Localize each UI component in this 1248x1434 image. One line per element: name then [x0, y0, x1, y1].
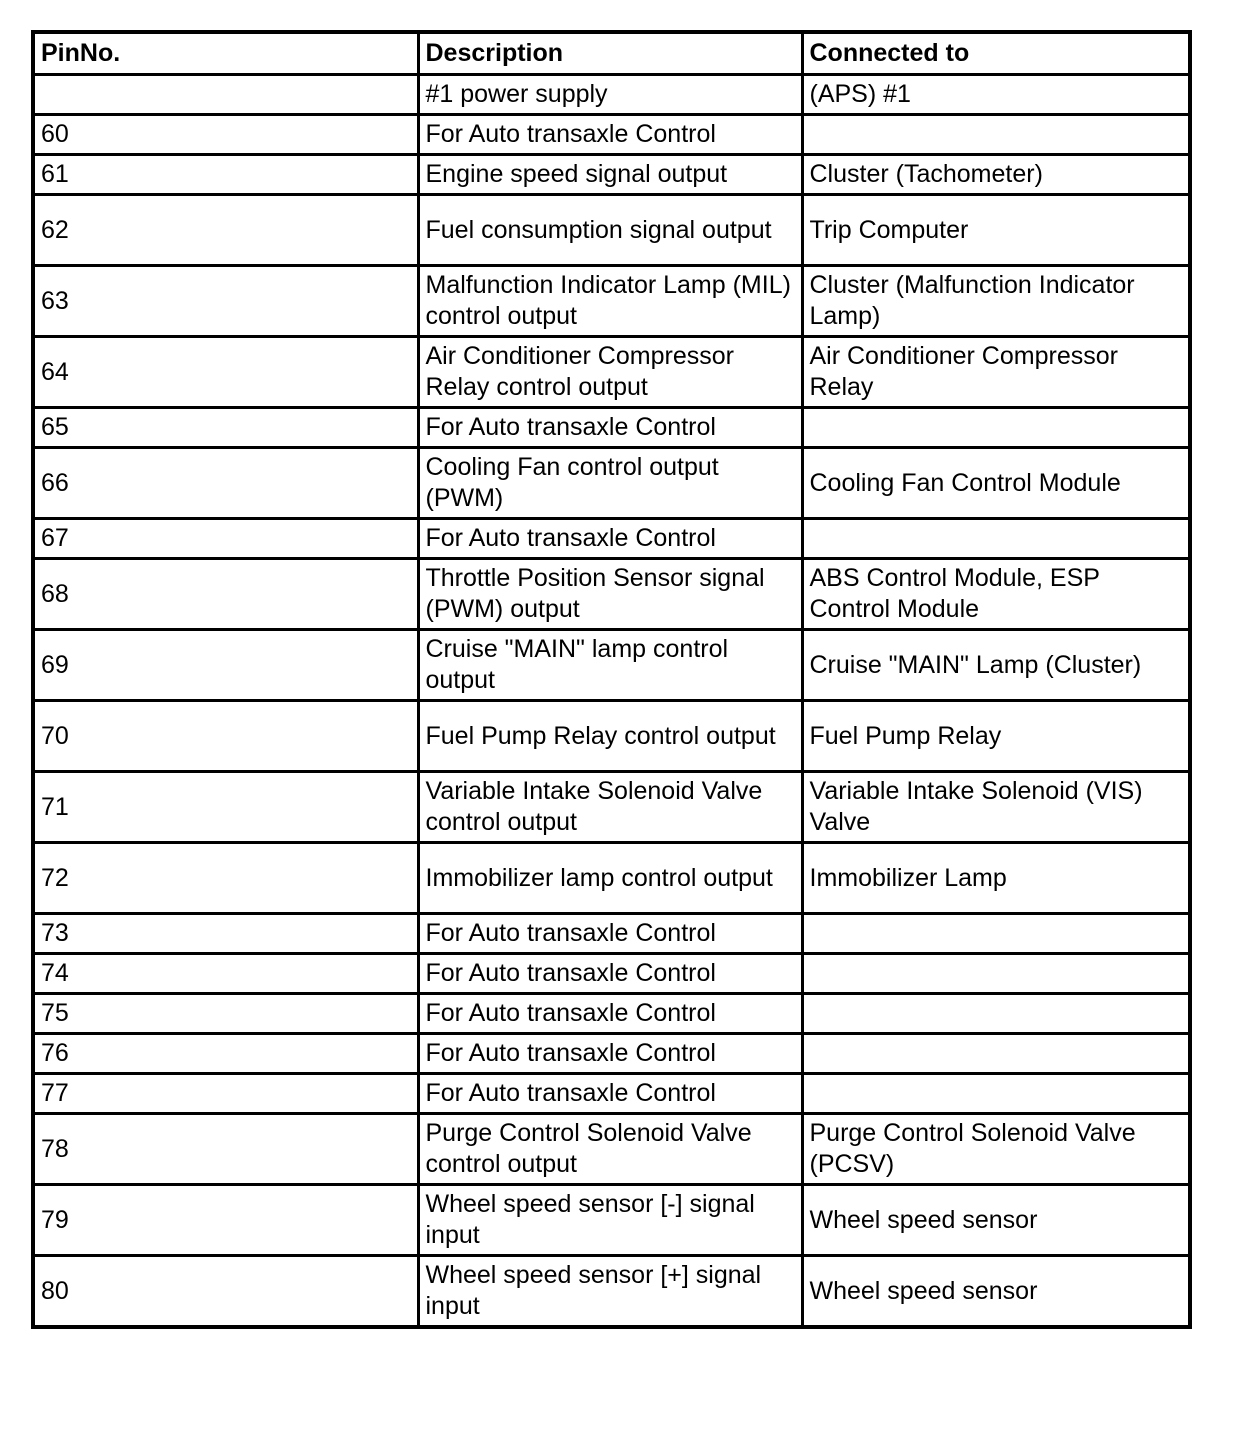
connected-to-cell — [802, 519, 1190, 559]
description-cell: Wheel speed sensor [-] signal input — [418, 1185, 802, 1256]
connected-to-cell — [802, 954, 1190, 994]
description-cell: Cooling Fan control output (PWM) — [418, 448, 802, 519]
connected-to-cell: ABS Control Module, ESP Control Module — [802, 559, 1190, 630]
pin-cell: 64 — [33, 337, 418, 408]
pin-cell: 63 — [33, 266, 418, 337]
table-row — [33, 1185, 1190, 1256]
table-row — [33, 266, 1190, 337]
connected-to-cell: Cruise "MAIN" Lamp (Cluster) — [802, 630, 1190, 701]
description-cell: Fuel Pump Relay control output — [418, 701, 802, 772]
table-row — [33, 337, 1190, 408]
connected-to-cell — [802, 408, 1190, 448]
description-cell: For Auto transaxle Control — [418, 1034, 802, 1074]
pin-table — [31, 30, 1192, 1329]
connected-to-cell — [802, 1034, 1190, 1074]
pin-cell: 65 — [33, 408, 418, 448]
table-row — [33, 843, 1190, 914]
pin-cell: 62 — [33, 195, 418, 266]
pin-cell: 76 — [33, 1034, 418, 1074]
description-cell: For Auto transaxle Control — [418, 115, 802, 155]
table-row — [33, 559, 1190, 630]
description-cell: Immobilizer lamp control output — [418, 843, 802, 914]
connected-to-cell: Cluster (Tachometer) — [802, 155, 1190, 195]
description-cell: For Auto transaxle Control — [418, 954, 802, 994]
pin-cell: 72 — [33, 843, 418, 914]
pin-cell: 80 — [33, 1256, 418, 1328]
pin-cell: 70 — [33, 701, 418, 772]
description-cell: Throttle Position Sensor signal (PWM) output — [418, 559, 802, 630]
table-row — [33, 408, 1190, 448]
table-row — [33, 701, 1190, 772]
table-row — [33, 155, 1190, 195]
connected-to-cell: Fuel Pump Relay — [802, 701, 1190, 772]
pin-cell: 78 — [33, 1114, 418, 1185]
description-cell: For Auto transaxle Control — [418, 408, 802, 448]
header-row — [33, 32, 1190, 75]
connected-to-cell: Purge Control Solenoid Valve (PCSV) — [802, 1114, 1190, 1185]
connected-to-cell: Immobilizer Lamp — [802, 843, 1190, 914]
table-row — [33, 994, 1190, 1034]
connected-to-cell: Variable Intake Solenoid (VIS) Valve — [802, 772, 1190, 843]
description-cell: Air Conditioner Compressor Relay control output — [418, 337, 802, 408]
description-cell: Fuel consumption signal output — [418, 195, 802, 266]
description-cell: Malfunction Indicator Lamp (MIL) control output — [418, 266, 802, 337]
table-row — [33, 1034, 1190, 1074]
table-row — [33, 519, 1190, 559]
connected-to-cell — [802, 914, 1190, 954]
description-cell: For Auto transaxle Control — [418, 519, 802, 559]
description-cell: Variable Intake Solenoid Valve control output — [418, 772, 802, 843]
description-cell: For Auto transaxle Control — [418, 994, 802, 1034]
pin-cell: 61 — [33, 155, 418, 195]
pin-cell: 69 — [33, 630, 418, 701]
connected-to-cell — [802, 994, 1190, 1034]
connected-to-cell: (APS) #1 — [802, 75, 1190, 115]
pin-cell: 66 — [33, 448, 418, 519]
table-row — [33, 914, 1190, 954]
table-row — [33, 1114, 1190, 1185]
connected-to-cell: Air Conditioner Compressor Relay — [802, 337, 1190, 408]
description-cell: For Auto transaxle Control — [418, 1074, 802, 1114]
pin-cell: 73 — [33, 914, 418, 954]
table-row — [33, 954, 1190, 994]
connected-to-cell: Wheel speed sensor — [802, 1256, 1190, 1328]
pin-cell: 67 — [33, 519, 418, 559]
pin-cell: 77 — [33, 1074, 418, 1114]
pin-cell: 71 — [33, 772, 418, 843]
connected-to-cell: Wheel speed sensor — [802, 1185, 1190, 1256]
table-row — [33, 195, 1190, 266]
table-row — [33, 1256, 1190, 1328]
connected-to-cell: Trip Computer — [802, 195, 1190, 266]
header-pin: PinNo. — [33, 32, 418, 75]
pin-cell: 60 — [33, 115, 418, 155]
connected-to-cell: Cooling Fan Control Module — [802, 448, 1190, 519]
pin-cell: 74 — [33, 954, 418, 994]
description-cell: Purge Control Solenoid Valve control output — [418, 1114, 802, 1185]
description-cell: Cruise "MAIN" lamp control output — [418, 630, 802, 701]
header-description: Description — [418, 32, 802, 75]
description-cell: Wheel speed sensor [+] signal input — [418, 1256, 802, 1328]
table-row — [33, 630, 1190, 701]
description-cell: Engine speed signal output — [418, 155, 802, 195]
connected-to-cell — [802, 115, 1190, 155]
description-cell: #1 power supply — [418, 75, 802, 115]
description-cell: For Auto transaxle Control — [418, 914, 802, 954]
table-row — [33, 448, 1190, 519]
pin-cell: 79 — [33, 1185, 418, 1256]
header-connected: Connected to — [802, 32, 1190, 75]
pin-cell — [33, 75, 418, 115]
connected-to-cell — [802, 1074, 1190, 1114]
pin-cell: 75 — [33, 994, 418, 1034]
table-row — [33, 772, 1190, 843]
table-row — [33, 115, 1190, 155]
pin-cell: 68 — [33, 559, 418, 630]
connected-to-cell: Cluster (Malfunction Indicator Lamp) — [802, 266, 1190, 337]
table-row — [33, 1074, 1190, 1114]
table-row — [33, 75, 1190, 115]
